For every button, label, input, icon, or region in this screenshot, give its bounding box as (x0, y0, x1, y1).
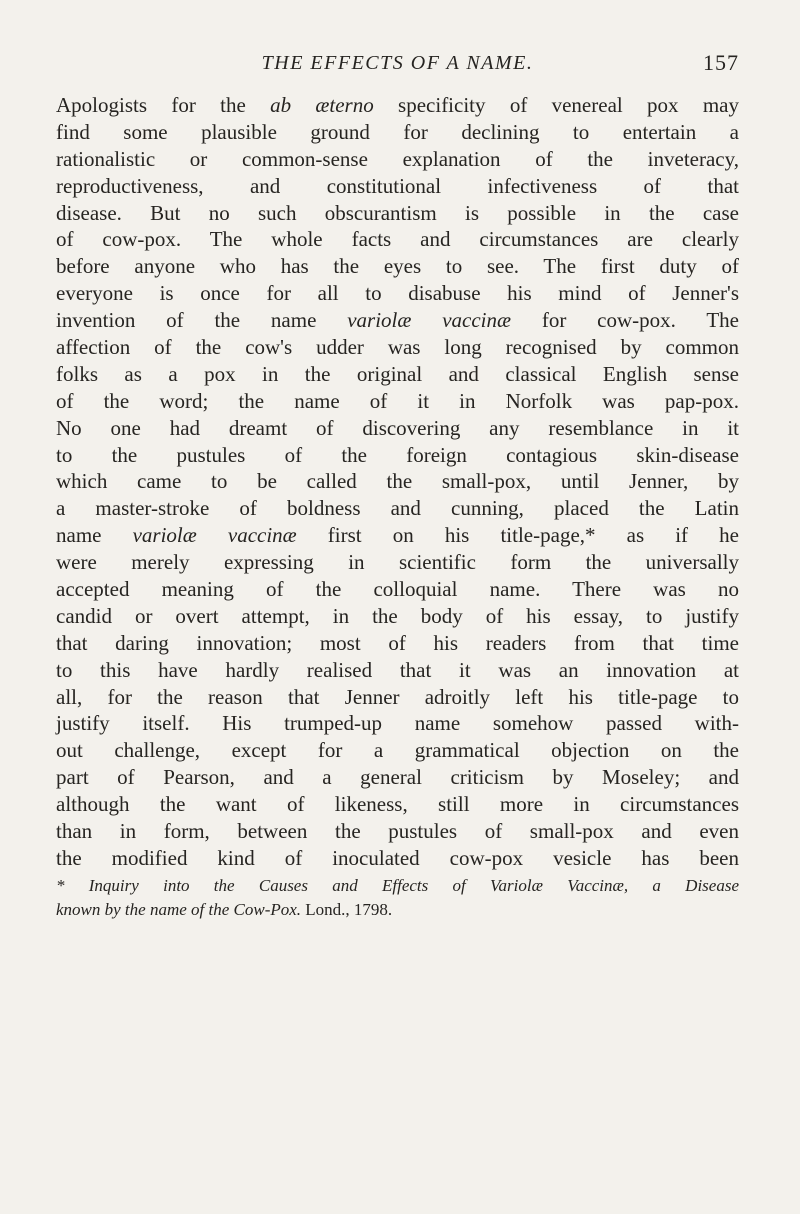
text-line: that daring innovation; most of his readers from that time (56, 630, 739, 655)
book-page (56, 50, 739, 922)
text-line: of the word; the name of it in Norfolk was pap-pox. (56, 388, 739, 413)
footnote-line (56, 898, 739, 922)
running-head (56, 50, 739, 84)
text-line: affection of the cow's udder was long recognised by common (56, 335, 739, 360)
running-title: THE EFFECTS OF A NAME. (261, 52, 534, 74)
text-line: part of Pearson, and a general criticism by Moseley; and (56, 765, 739, 790)
page-number: 157 (703, 50, 739, 75)
text-line: of cow-pox. The whole facts and circumstances are clearly (56, 227, 739, 252)
footnote (56, 874, 739, 922)
body-text (56, 92, 739, 872)
footnote-citation-imprint: Lond., 1798. (301, 899, 393, 919)
text-line: everyone is once for all to disabuse his mind of Jenner's (56, 281, 739, 306)
footnote-line: * Inquiry into the Causes and Effects of Variolæ Vaccinæ, a Disease (56, 875, 739, 895)
footnote-citation-title: known by the name of the Cow-Pox. (56, 899, 302, 919)
text-line: accepted meaning of the colloquial name. There was no (56, 577, 739, 602)
text-line: were merely expressing in scientific form the universally (56, 550, 739, 575)
text-line: although the want of likeness, still more in circumstances (56, 792, 739, 817)
text-line: No one had dreamt of discovering any resemblance in it (56, 415, 739, 440)
text-line: before anyone who has the eyes to see. The first duty of (56, 254, 739, 279)
latin-term: variolæ vaccinæ (132, 523, 297, 548)
text-line: folks as a pox in the original and classical English sense (56, 361, 739, 386)
text-line: invention of the name variolæ vaccinæ for cow-pox. The (56, 308, 739, 333)
text-line: out challenge, except for a grammatical objection on the (56, 738, 739, 763)
text-line: justify itself. His trumped-up name somehow passed with- (56, 711, 739, 736)
text-line: rationalistic or common-sense explanation of the inveteracy, (56, 146, 739, 171)
text-line: a master-stroke of boldness and cunning, placed the Latin (56, 496, 739, 521)
text-line: reproductiveness, and constitutional infectiveness of that (56, 173, 739, 198)
text-line: find some plausible ground for declining to entertain a (56, 119, 739, 144)
latin-term: variolæ vaccinæ (347, 308, 512, 333)
text-line: which came to be called the small-pox, until Jenner, by (56, 469, 739, 494)
text-line: all, for the reason that Jenner adroitly left his title-page to (56, 684, 739, 709)
text-line: disease. But no such obscurantism is possible in the case (56, 200, 739, 225)
text-line: than in form, between the pustules of small-pox and even (56, 819, 739, 844)
text-line: candid or overt attempt, in the body of his essay, to justify (56, 603, 739, 628)
latin-term: ab æterno (270, 93, 374, 117)
text-line: the modified kind of inoculated cow-pox vesicle has been (56, 845, 739, 870)
text-line: to the pustules of the foreign contagious skin-disease (56, 442, 739, 467)
text-line: to this have hardly realised that it was an innovation at (56, 657, 739, 682)
text-line: Apologists for the ab æterno specificity of venereal pox may (56, 93, 739, 117)
text-line: name variolæ vaccinæ first on his title-page,* as if he (56, 523, 739, 548)
